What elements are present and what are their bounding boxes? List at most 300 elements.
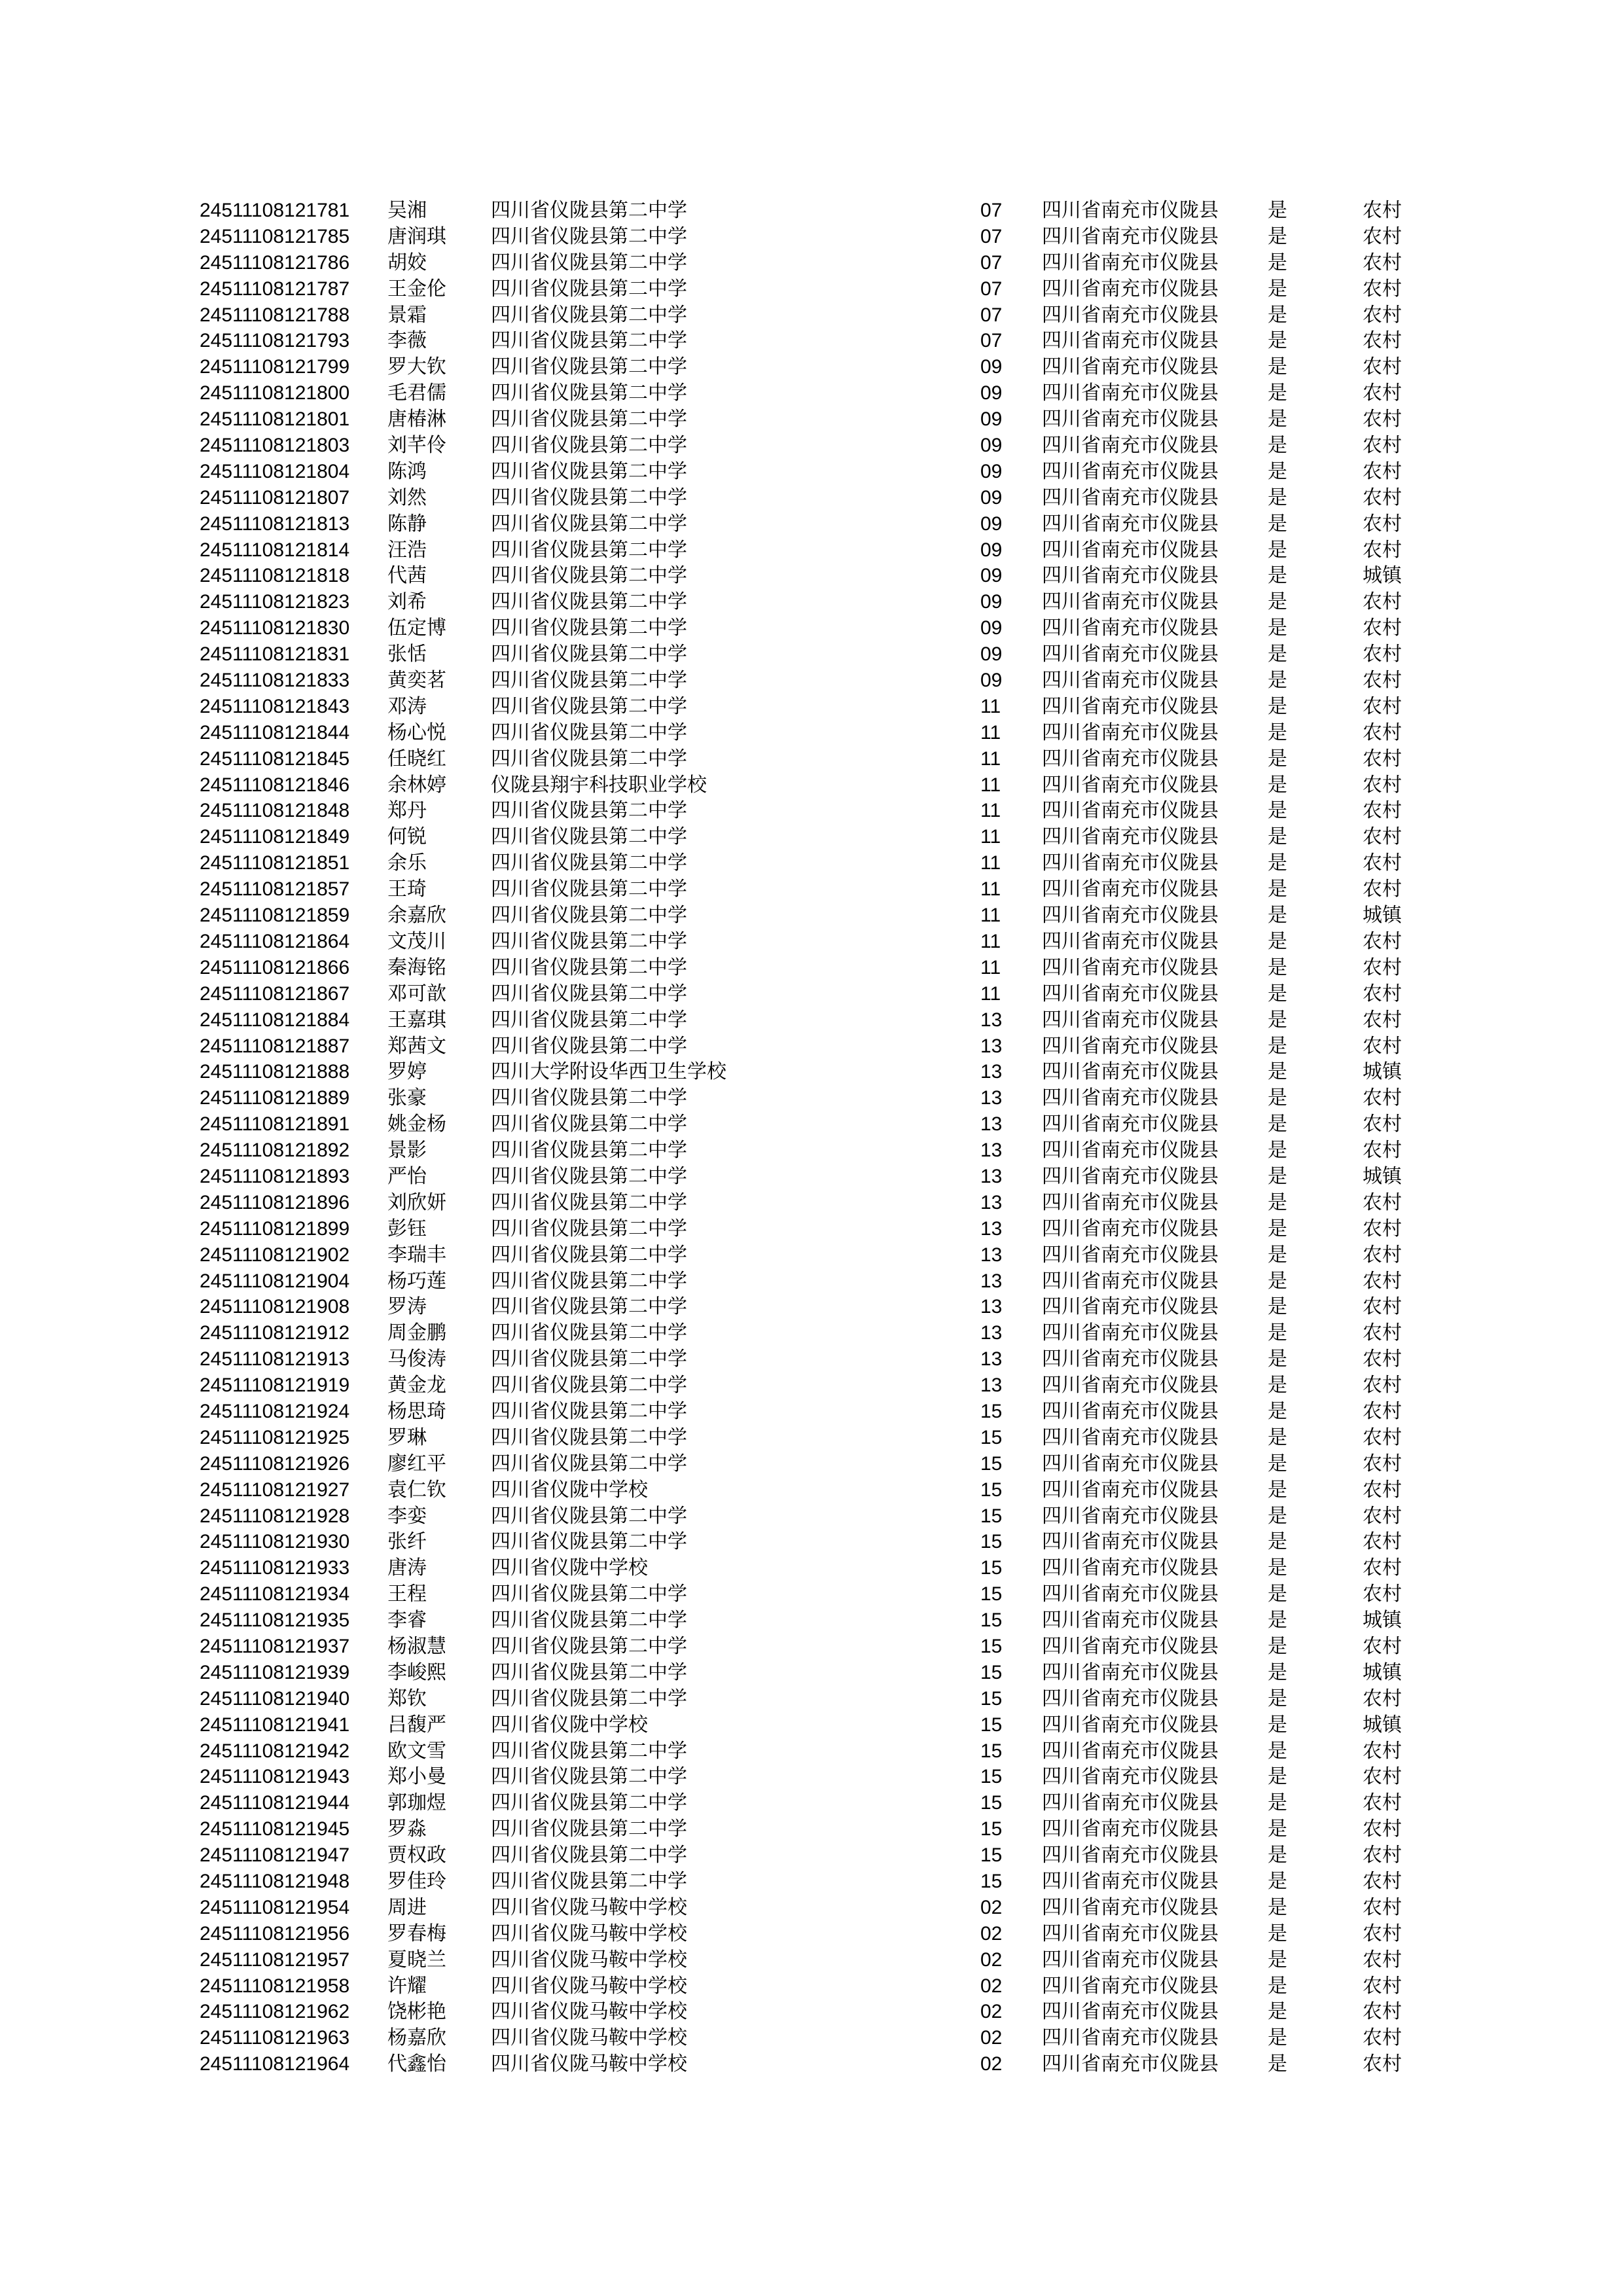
- region: 四川省南充市仪陇县: [1042, 1243, 1219, 1266]
- table-row: [200, 1660, 1430, 1686]
- class-number: 15: [980, 1400, 1003, 1422]
- table-row: [200, 2025, 1430, 2051]
- student-name: 杨嘉欣: [387, 2026, 446, 2050]
- eligibility-flag: 是: [1268, 1348, 1287, 1371]
- class-number: 13: [980, 1165, 1003, 1187]
- table-row: [200, 1634, 1430, 1660]
- eligibility-flag: 是: [1268, 1321, 1287, 1345]
- exam-number: 24511108121913: [200, 1348, 350, 1371]
- school-name: 四川省仪陇县第二中学: [491, 564, 687, 588]
- region: 四川省南充市仪陇县: [1042, 408, 1219, 431]
- table-row: [200, 380, 1430, 406]
- school-name: 四川省仪陇县第二中学: [491, 694, 687, 718]
- table-row: [200, 694, 1430, 720]
- class-number: 13: [980, 1322, 1003, 1344]
- table-row: [200, 1346, 1430, 1372]
- table-row: [200, 1190, 1430, 1216]
- residence-type: 农村: [1363, 1739, 1402, 1763]
- residence-type: 农村: [1363, 1269, 1402, 1293]
- table-row: [200, 876, 1430, 903]
- school-name: 四川省仪陇县第二中学: [491, 459, 687, 483]
- student-name: 王嘉琪: [387, 1008, 446, 1031]
- student-name: 李睿: [387, 1609, 427, 1632]
- eligibility-flag: 是: [1268, 1922, 1287, 1945]
- table-row: [200, 1007, 1430, 1033]
- student-name: 刘欣妍: [387, 1191, 446, 1214]
- student-name: 陈静: [387, 512, 427, 535]
- region: 四川省南充市仪陇县: [1042, 1374, 1219, 1397]
- table-row: [200, 1033, 1430, 1060]
- student-name: 余乐: [387, 852, 427, 875]
- region: 四川省南充市仪陇县: [1042, 1818, 1219, 1841]
- student-name: 何锐: [387, 825, 427, 849]
- residence-type: 农村: [1363, 721, 1402, 744]
- residence-type: 农村: [1363, 1530, 1402, 1554]
- residence-type: 农村: [1363, 1034, 1402, 1058]
- exam-number: 24511108121958: [200, 1975, 350, 1997]
- class-number: 02: [980, 2053, 1003, 2075]
- school-name: 四川省仪陇县第二中学: [491, 1113, 687, 1136]
- residence-type: 农村: [1363, 825, 1402, 849]
- residence-type: 农村: [1363, 459, 1402, 483]
- residence-type: 农村: [1363, 512, 1402, 535]
- residence-type: 农村: [1363, 773, 1402, 797]
- region: 四川省南充市仪陇县: [1042, 590, 1219, 614]
- exam-number: 24511108121902: [200, 1244, 350, 1266]
- school-name: 四川省仪陇县第二中学: [491, 355, 687, 379]
- eligibility-flag: 是: [1268, 1687, 1287, 1710]
- region: 四川省南充市仪陇县: [1042, 1008, 1219, 1031]
- student-name: 景霜: [387, 303, 427, 327]
- eligibility-flag: 是: [1268, 1008, 1287, 1031]
- eligibility-flag: 是: [1268, 486, 1287, 509]
- residence-type: 农村: [1363, 251, 1402, 274]
- class-number: 11: [980, 695, 1001, 717]
- eligibility-flag: 是: [1268, 643, 1287, 666]
- region: 四川省南充市仪陇县: [1042, 694, 1219, 718]
- exam-number: 24511108121866: [200, 956, 350, 978]
- exam-number: 24511108121823: [200, 591, 350, 613]
- student-name: 李薇: [387, 329, 427, 353]
- residence-type: 农村: [1363, 590, 1402, 614]
- residence-type: 农村: [1363, 982, 1402, 1005]
- table-row: [200, 1790, 1430, 1816]
- school-name: 四川省仪陇县第二中学: [491, 1008, 687, 1031]
- student-name: 郑茜文: [387, 1034, 446, 1058]
- school-name: 四川省仪陇县第二中学: [491, 904, 687, 927]
- school-name: 四川省仪陇县第二中学: [491, 277, 687, 300]
- region: 四川省南充市仪陇县: [1042, 2000, 1219, 2024]
- exam-number: 24511108121956: [200, 1922, 350, 1945]
- exam-number: 24511108121787: [200, 278, 350, 300]
- region: 四川省南充市仪陇县: [1042, 2026, 1219, 2050]
- school-name: 四川省仪陇马鞍中学校: [491, 2000, 687, 2024]
- school-name: 四川省仪陇县第二中学: [491, 643, 687, 666]
- student-name: 罗佳玲: [387, 1870, 446, 1893]
- table-row: [200, 224, 1430, 250]
- residence-type: 农村: [1363, 852, 1402, 875]
- student-name: 姚金杨: [387, 1113, 446, 1136]
- exam-number: 24511108121939: [200, 1661, 350, 1683]
- table-row: [200, 1947, 1430, 1973]
- exam-number: 24511108121912: [200, 1322, 350, 1344]
- table-row: [200, 1712, 1430, 1738]
- eligibility-flag: 是: [1268, 1034, 1287, 1058]
- student-name: 马俊涛: [387, 1348, 446, 1371]
- region: 四川省南充市仪陇县: [1042, 329, 1219, 353]
- residence-type: 农村: [1363, 224, 1402, 248]
- region: 四川省南充市仪陇县: [1042, 459, 1219, 483]
- school-name: 四川省仪陇县第二中学: [491, 408, 687, 431]
- school-name: 四川省仪陇县第二中学: [491, 1348, 687, 1371]
- region: 四川省南充市仪陇县: [1042, 852, 1219, 875]
- school-name: 四川省仪陇县第二中学: [491, 1739, 687, 1763]
- exam-number: 24511108121908: [200, 1296, 350, 1318]
- class-number: 15: [980, 1635, 1003, 1657]
- school-name: 四川省仪陇县第二中学: [491, 669, 687, 692]
- exam-number: 24511108121799: [200, 356, 350, 378]
- table-row: [200, 198, 1430, 224]
- exam-number: 24511108121833: [200, 670, 350, 692]
- student-name: 周进: [387, 1895, 427, 1919]
- eligibility-flag: 是: [1268, 1634, 1287, 1658]
- eligibility-flag: 是: [1268, 904, 1287, 927]
- region: 四川省南充市仪陇县: [1042, 1974, 1219, 1998]
- school-name: 四川省仪陇县第二中学: [491, 1609, 687, 1632]
- school-name: 四川省仪陇县第二中学: [491, 1452, 687, 1475]
- eligibility-flag: 是: [1268, 224, 1287, 248]
- school-name: 四川省仪陇县第二中学: [491, 956, 687, 979]
- student-name: 罗婷: [387, 1060, 427, 1084]
- class-number: 09: [980, 382, 1003, 404]
- exam-number: 24511108121848: [200, 800, 350, 822]
- region: 四川省南充市仪陇县: [1042, 1530, 1219, 1554]
- exam-number: 24511108121962: [200, 2001, 350, 2023]
- class-number: 09: [980, 539, 1003, 561]
- student-name: 代茜: [387, 564, 427, 588]
- residence-type: 农村: [1363, 329, 1402, 353]
- exam-number: 24511108121935: [200, 1609, 350, 1632]
- eligibility-flag: 是: [1268, 929, 1287, 953]
- exam-number: 24511108121864: [200, 930, 350, 952]
- table-row: [200, 1581, 1430, 1607]
- class-number: 13: [980, 1191, 1003, 1213]
- eligibility-flag: 是: [1268, 1243, 1287, 1266]
- eligibility-flag: 是: [1268, 1791, 1287, 1815]
- table-row: [200, 1503, 1430, 1530]
- table-row: [200, 1138, 1430, 1164]
- eligibility-flag: 是: [1268, 956, 1287, 979]
- class-number: 15: [980, 1844, 1003, 1867]
- class-number: 15: [980, 1792, 1003, 1814]
- residence-type: 农村: [1363, 1191, 1402, 1214]
- residence-type: 城镇: [1363, 904, 1402, 927]
- table-row: [200, 850, 1430, 876]
- table-row: [200, 981, 1430, 1007]
- table-row: [200, 537, 1430, 564]
- student-name: 陈鸿: [387, 459, 427, 483]
- table-row: [200, 1268, 1430, 1295]
- class-number: 13: [980, 1061, 1003, 1083]
- class-number: 11: [980, 982, 1001, 1005]
- class-number: 15: [980, 1687, 1003, 1710]
- student-name: 秦海铭: [387, 956, 446, 979]
- eligibility-flag: 是: [1268, 694, 1287, 718]
- residence-type: 农村: [1363, 1634, 1402, 1658]
- region: 四川省南充市仪陇县: [1042, 1870, 1219, 1893]
- exam-number: 24511108121948: [200, 1871, 350, 1892]
- region: 四川省南充市仪陇县: [1042, 224, 1219, 248]
- eligibility-flag: 是: [1268, 1870, 1287, 1893]
- exam-number: 24511108121788: [200, 304, 350, 326]
- school-name: 四川省仪陇县第二中学: [491, 434, 687, 457]
- region: 四川省南充市仪陇县: [1042, 721, 1219, 744]
- school-name: 仪陇县翔宇科技职业学校: [491, 773, 707, 797]
- table-row: [200, 1973, 1430, 2000]
- region: 四川省南充市仪陇县: [1042, 1217, 1219, 1240]
- exam-number: 24511108121934: [200, 1583, 350, 1605]
- student-name: 廖红平: [387, 1452, 446, 1475]
- residence-type: 农村: [1363, 1687, 1402, 1710]
- student-name: 吴湘: [387, 199, 427, 222]
- eligibility-flag: 是: [1268, 1609, 1287, 1632]
- class-number: 13: [980, 1374, 1003, 1397]
- table-row: [200, 1477, 1430, 1503]
- school-name: 四川省仪陇县第二中学: [491, 1164, 687, 1188]
- exam-number: 24511108121963: [200, 2027, 350, 2049]
- eligibility-flag: 是: [1268, 459, 1287, 483]
- region: 四川省南充市仪陇县: [1042, 512, 1219, 535]
- school-name: 四川省仪陇县第二中学: [491, 1217, 687, 1240]
- exam-number: 24511108121849: [200, 826, 350, 848]
- region: 四川省南充市仪陇县: [1042, 199, 1219, 222]
- school-name: 四川省仪陇县第二中学: [491, 512, 687, 535]
- student-name: 欧文雪: [387, 1739, 446, 1763]
- student-name: 王程: [387, 1583, 427, 1606]
- class-number: 15: [980, 1740, 1003, 1762]
- exam-number: 24511108121786: [200, 251, 350, 274]
- table-row: [200, 563, 1430, 589]
- school-name: 四川省仪陇县第二中学: [491, 1844, 687, 1867]
- exam-number: 24511108121888: [200, 1061, 350, 1083]
- eligibility-flag: 是: [1268, 1895, 1287, 1919]
- exam-number: 24511108121940: [200, 1687, 350, 1710]
- residence-type: 农村: [1363, 1399, 1402, 1423]
- exam-number: 24511108121793: [200, 330, 350, 352]
- eligibility-flag: 是: [1268, 590, 1287, 614]
- residence-type: 农村: [1363, 382, 1402, 405]
- school-name: 四川省仪陇县第二中学: [491, 590, 687, 614]
- region: 四川省南充市仪陇县: [1042, 669, 1219, 692]
- exam-number: 24511108121804: [200, 460, 350, 482]
- exam-number: 24511108121957: [200, 1948, 350, 1971]
- table-row: [200, 1842, 1430, 1869]
- table-row: [200, 772, 1430, 798]
- table-row: [200, 720, 1430, 746]
- school-name: 四川省仪陇县第二中学: [491, 538, 687, 562]
- class-number: 13: [980, 1139, 1003, 1162]
- student-name: 郭珈煜: [387, 1791, 446, 1815]
- class-number: 15: [980, 1871, 1003, 1892]
- class-number: 15: [980, 1583, 1003, 1605]
- student-name: 罗琳: [387, 1426, 427, 1449]
- school-name: 四川省仪陇中学校: [491, 1478, 648, 1501]
- class-number: 11: [980, 774, 1001, 796]
- eligibility-flag: 是: [1268, 1504, 1287, 1528]
- table-row: [200, 250, 1430, 276]
- residence-type: 农村: [1363, 1583, 1402, 1606]
- school-name: 四川省仪陇县第二中学: [491, 1765, 687, 1789]
- school-name: 四川省仪陇县第二中学: [491, 1399, 687, 1423]
- residence-type: 农村: [1363, 617, 1402, 640]
- residence-type: 农村: [1363, 277, 1402, 300]
- exam-number: 24511108121926: [200, 1452, 350, 1475]
- table-row: [200, 1895, 1430, 1921]
- school-name: 四川省仪陇县第二中学: [491, 1791, 687, 1815]
- residence-type: 农村: [1363, 956, 1402, 979]
- eligibility-flag: 是: [1268, 1478, 1287, 1501]
- exam-number: 24511108121884: [200, 1009, 350, 1031]
- eligibility-flag: 是: [1268, 852, 1287, 875]
- student-name: 文茂川: [387, 929, 446, 953]
- eligibility-flag: 是: [1268, 329, 1287, 353]
- region: 四川省南充市仪陇县: [1042, 1164, 1219, 1188]
- class-number: 07: [980, 200, 1003, 221]
- eligibility-flag: 是: [1268, 355, 1287, 379]
- residence-type: 农村: [1363, 2000, 1402, 2024]
- exam-number: 24511108121845: [200, 747, 350, 770]
- residence-type: 农村: [1363, 1844, 1402, 1867]
- student-name: 余林婷: [387, 773, 446, 797]
- student-name: 伍定博: [387, 617, 446, 640]
- exam-number: 24511108121859: [200, 905, 350, 927]
- residence-type: 农村: [1363, 1765, 1402, 1789]
- class-number: 13: [980, 1244, 1003, 1266]
- residence-type: 农村: [1363, 1113, 1402, 1136]
- class-number: 09: [980, 460, 1003, 482]
- table-row: [200, 1738, 1430, 1765]
- class-number: 02: [980, 1975, 1003, 1997]
- class-number: 02: [980, 2001, 1003, 2023]
- region: 四川省南充市仪陇县: [1042, 1583, 1219, 1606]
- residence-type: 农村: [1363, 643, 1402, 666]
- eligibility-flag: 是: [1268, 1818, 1287, 1841]
- region: 四川省南充市仪陇县: [1042, 878, 1219, 901]
- eligibility-flag: 是: [1268, 825, 1287, 849]
- exam-number: 24511108121843: [200, 695, 350, 717]
- class-number: 09: [980, 356, 1003, 378]
- school-name: 四川省仪陇县第二中学: [491, 199, 687, 222]
- student-name: 杨淑慧: [387, 1634, 446, 1658]
- school-name: 四川省仪陇县第二中学: [491, 1530, 687, 1554]
- student-name: 毛君儒: [387, 382, 446, 405]
- residence-type: 农村: [1363, 434, 1402, 457]
- region: 四川省南充市仪陇县: [1042, 1478, 1219, 1501]
- student-name: 黄金龙: [387, 1374, 446, 1397]
- table-row: [200, 459, 1430, 485]
- student-name: 李娈: [387, 1504, 427, 1528]
- table-row: [200, 1999, 1430, 2025]
- residence-type: 农村: [1363, 1870, 1402, 1893]
- region: 四川省南充市仪陇县: [1042, 486, 1219, 509]
- region: 四川省南充市仪陇县: [1042, 904, 1219, 927]
- residence-type: 农村: [1363, 1478, 1402, 1501]
- region: 四川省南充市仪陇县: [1042, 1321, 1219, 1345]
- student-name: 刘芊伶: [387, 434, 446, 457]
- class-number: 11: [980, 852, 1001, 874]
- class-number: 13: [980, 1270, 1003, 1292]
- student-name: 杨心悦: [387, 721, 446, 744]
- residence-type: 农村: [1363, 694, 1402, 718]
- eligibility-flag: 是: [1268, 617, 1287, 640]
- student-name: 夏晓兰: [387, 1948, 446, 1971]
- class-number: 09: [980, 643, 1003, 666]
- class-number: 11: [980, 956, 1001, 978]
- school-name: 四川省仪陇县第二中学: [491, 825, 687, 849]
- eligibility-flag: 是: [1268, 1660, 1287, 1684]
- class-number: 15: [980, 1818, 1003, 1840]
- student-name: 唐润琪: [387, 224, 446, 248]
- school-name: 四川省仪陇县第二中学: [491, 1504, 687, 1528]
- class-number: 09: [980, 670, 1003, 692]
- school-name: 四川省仪陇马鞍中学校: [491, 2026, 687, 2050]
- table-row: [200, 824, 1430, 850]
- table-row: [200, 929, 1430, 955]
- class-number: 13: [980, 1217, 1003, 1240]
- exam-number: 24511108121937: [200, 1635, 350, 1657]
- exam-number: 24511108121857: [200, 878, 350, 901]
- exam-number: 24511108121867: [200, 982, 350, 1005]
- residence-type: 农村: [1363, 1818, 1402, 1841]
- student-roster-table: [200, 198, 1430, 2077]
- school-name: 四川省仪陇马鞍中学校: [491, 1974, 687, 1998]
- school-name: 四川省仪陇中学校: [491, 1713, 648, 1736]
- exam-number: 24511108121954: [200, 1896, 350, 1918]
- residence-type: 农村: [1363, 2026, 1402, 2050]
- student-name: 张豪: [387, 1086, 427, 1110]
- region: 四川省南充市仪陇县: [1042, 382, 1219, 405]
- school-name: 四川省仪陇县第二中学: [491, 799, 687, 823]
- class-number: 02: [980, 1922, 1003, 1945]
- eligibility-flag: 是: [1268, 721, 1287, 744]
- school-name: 四川省仪陇县第二中学: [491, 251, 687, 274]
- residence-type: 农村: [1363, 486, 1402, 509]
- region: 四川省南充市仪陇县: [1042, 1191, 1219, 1214]
- residence-type: 农村: [1363, 1556, 1402, 1580]
- region: 四川省南充市仪陇县: [1042, 564, 1219, 588]
- eligibility-flag: 是: [1268, 538, 1287, 562]
- class-number: 07: [980, 330, 1003, 352]
- class-number: 15: [980, 1531, 1003, 1553]
- school-name: 四川省仪陇县第二中学: [491, 486, 687, 509]
- student-name: 刘然: [387, 486, 427, 509]
- exam-number: 24511108121919: [200, 1374, 350, 1397]
- school-name: 四川省仪陇县第二中学: [491, 1086, 687, 1110]
- class-number: 11: [980, 721, 1001, 744]
- residence-type: 农村: [1363, 408, 1402, 431]
- school-name: 四川省仪陇县第二中学: [491, 982, 687, 1005]
- table-row: [200, 1399, 1430, 1425]
- class-number: 09: [980, 512, 1003, 535]
- eligibility-flag: 是: [1268, 799, 1287, 823]
- school-name: 四川省仪陇马鞍中学校: [491, 2053, 687, 2076]
- school-name: 四川省仪陇县第二中学: [491, 1687, 687, 1710]
- residence-type: 农村: [1363, 1348, 1402, 1371]
- eligibility-flag: 是: [1268, 1191, 1287, 1214]
- region: 四川省南充市仪陇县: [1042, 1295, 1219, 1319]
- school-name: 四川省仪陇县第二中学: [491, 617, 687, 640]
- exam-number: 24511108121814: [200, 539, 350, 561]
